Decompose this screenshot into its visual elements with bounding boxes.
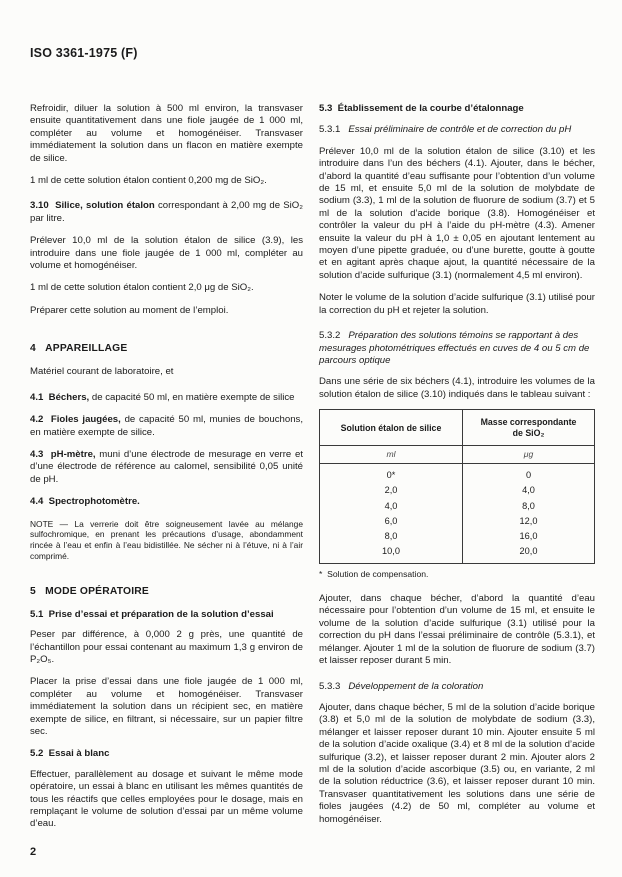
cell-mass: 0 (463, 464, 595, 483)
table-footnote: * Solution de compensation. (319, 569, 429, 580)
para-ph-control: Prélever 10,0 ml de la solution étalon de silice (3.10) et les introduire dans l’un des béchers (4.1). Ajouter, dans le bécher, d’abord la quantité d’eau suffisante pour l’obtention d’un volume de 15 ml, et ensuite 5,0 ml de la solution de molybdate de sodium (3.3), 1 ml de la solution de fluorure de sodium (3.7) et 5 ml de la solution d’acide borique (3.8). Homogénéiser et contrôler la valeur du pH à l’aide du pH-mètre (4.3). Amener ensuite la valeur du pH à 1,0 ± 0,05 en ajoutant lentement au moyen d’une pipette graduée, ou d’une burette, goutte à goutte et en agitant après chaque ajout, la quantité nécessaire de la solution d’acide sulfurique (3.1) (normalement 4,5 ml environ). (319, 145, 595, 281)
table-row (320, 464, 595, 483)
table-col2-header: Masse correspondante de SiO₂ (463, 410, 595, 446)
cell-volume: 0* (386, 470, 396, 481)
clause-4-3 (30, 449, 303, 486)
para-preparer: Préparer cette solution au moment de l’emploi. (30, 304, 229, 316)
cell-mass: 4,0 (463, 483, 595, 498)
clause-5-3 (319, 103, 595, 115)
heading-5-3-3 (319, 681, 595, 693)
cell-volume: 8,0 (384, 530, 398, 541)
cell-volume: 4,0 (384, 500, 398, 511)
left-column (30, 103, 303, 831)
heading-5-3-1 (319, 124, 595, 136)
clause-5-1 (30, 609, 303, 621)
table-col1-unit: ml (320, 446, 463, 464)
heading-5-3-2 (319, 330, 595, 367)
para-essai-blanc: Effectuer, parallèlement au dosage et suivant le même mode opératoire, un essai à blanc en utilisant les mêmes quantités de tous les réactifs que celles employées pour le dosage, mais en remplaçant le volume de solution d’essai par un même volume d’eau. (30, 768, 303, 830)
heading-mode-operatoire: 5 MODE OPÉRATOIRE (30, 585, 149, 597)
clause-4-2-text: de capacité 50 ml, munies de bouchons, en matière exempte de silice. (30, 414, 303, 438)
clause-5-1-title: 5.1 Prise d’essai et préparation de la solution d’essai (30, 608, 274, 620)
clause-4-2 (30, 414, 303, 439)
clause-4-2-term: 4.2 Fioles jaugées, (30, 414, 121, 426)
clause-5-3-title: 5.3 Établissement de la courbe d’étalonnage (319, 103, 524, 114)
table-col1-header: Solution étalon de silice (320, 410, 463, 446)
table-row (320, 483, 595, 498)
clause-3-10 (30, 200, 303, 225)
para-placer: Placer la prise d’essai dans une fiole jaugée de 1 000 ml, compléter au volume et homogénéiser. Transvaser immédiatement la solution dans un récipient sec, en matière exempte de silice, en filtrant, si nécessaire, sur un papier filtre sec. (30, 676, 303, 737)
calibration-table (319, 409, 595, 564)
heading-5-3-3-title: Développement de la coloration (348, 680, 484, 692)
heading-appareillage: 4 APPAREILLAGE (30, 343, 128, 355)
para-dilution: Refroidir, diluer la solution à 500 ml environ, la transvaser ensuite quantitativement dans une fiole jaugée de 1 000 ml, compléter au volume et homogénéiser. Transvaser immédiatement la solution dans un flacon en matière exempte de silice. (30, 103, 303, 164)
para-concentration-1: 1 ml de cette solution étalon contient 0,200 mg de SiO₂. (30, 175, 267, 187)
table-header-row (320, 410, 595, 446)
para-concentration-2: 1 ml de cette solution étalon contient 2,0 μg de SiO₂. (30, 282, 254, 294)
cell-mass: 16,0 (463, 528, 595, 543)
table-row (320, 498, 595, 513)
cell-volume: 2,0 (384, 485, 398, 496)
clause-4-3-term: 4.3 pH-mètre, (30, 448, 96, 460)
para-ajouter-eau: Ajouter, dans chaque bécher, d’abord la quantité d’eau nécessaire pour l’obtention d’un volume de 15 ml, et ensuite le volume de la solution d’acide sulfurique (3.1) utilisé pour la correction du pH dans l’essai préliminaire de contrôle (5.3.1), et mélanger. Ajouter 1 ml de la solution de fluorure de sodium (3.7) et laisser reposer durant 5 min. (319, 593, 595, 667)
clause-5-2 (30, 748, 303, 760)
heading-5-3-3-number: 5.3.3 (319, 680, 341, 692)
para-noter-volume: Noter le volume de la solution d’acide sulfurique (3.1) utilisé pour la correction du pH et rejeter la solution. (319, 292, 595, 316)
clause-4-1 (30, 392, 303, 404)
document-reference: ISO 3361-1975 (F) (30, 46, 138, 60)
heading-5-3-2-title: Préparation des solutions témoins se rapportant à des mesurages photométriques effectués en cuves de 4 ou 5 cm de parcours optique (319, 330, 590, 366)
clause-3-10-text: correspondant à 2,00 mg de SiO₂ par litre. (30, 200, 303, 224)
cell-mass: 8,0 (463, 498, 595, 513)
table-units-row (320, 446, 595, 464)
table-col2-unit: μg (463, 446, 595, 464)
table-row (320, 528, 595, 543)
heading-5-3-1-number: 5.3.1 (319, 124, 341, 136)
right-column (319, 103, 595, 826)
clause-3-10-term: 3.10 Silice, solution étalon (30, 200, 155, 212)
heading-5-3-1-title: Essai préliminaire de contrôle et de correction du pH (348, 124, 572, 136)
para-coloration: Ajouter, dans chaque bécher, 5 ml de la solution d’acide borique (3.8) et 5,0 ml de la solution de molybdate de sodium (3.3), mélanger et laisser reposer durant 10 min. Ajouter ensuite 5 ml de la solution d’acide oxalique (3.4) et 8 ml de la solution d’acide sulfurique (3.2), et laisser reposer durant 2 min. Ajouter alors 2 ml de la solution d’acide ascorbique (3.5) ou, en variante, 2 ml de la solution réductrice (3.6), et laisser reposer durant 10 min. Transvaser quantitativement les solutions dans une série de fioles jaugées (4.2) de 50 ml, compléter au volume et homogénéiser. (319, 701, 595, 825)
page-number: 2 (30, 846, 37, 858)
para-serie-bechers: Dans une série de six béchers (4.1), introduire les volumes de la solution étalon de silice (3.10) indiqués dans le tableau suivant : (319, 376, 595, 400)
para-prelever: Prélever 10,0 ml de la solution étalon de silice (3.9), les introduire dans une fiole jaugée de 1 000 ml, compléter au volume et homogénéiser. (30, 235, 303, 272)
cell-volume: 6,0 (384, 515, 398, 526)
para-materiel: Matériel courant de laboratoire, et (30, 366, 174, 378)
cell-volume: 10,0 (382, 546, 400, 557)
table-row (320, 543, 595, 563)
table-row (320, 513, 595, 528)
clause-4-4 (30, 496, 303, 508)
clause-4-1-text: de capacité 50 ml, en matière exempte de silice (89, 391, 295, 403)
heading-5-3-2-number: 5.3.2 (319, 330, 341, 342)
cell-mass: 20,0 (463, 543, 595, 563)
para-peser: Peser par différence, à 0,000 2 g près, une quantité de l’échantillon pour essai contenant au maximum 1,3 g environ de P₂O₅. (30, 629, 303, 665)
note-verrerie: NOTE — La verrerie doit être soigneusement lavée au mélange sulfochromique, en prenant les précautions d’usage, abondamment rincée à l’eau et enfin à l’eau bidistillée. Ne sécher ni à l’étuve, ni à l’air comprimé. (30, 518, 303, 561)
clause-4-3-text: muni d’une électrode de mesurage en verre et d’une électrode de référence au calomel, sensibilité 0,05 unité de pH. (30, 448, 303, 485)
clause-4-1-term: 4.1 Béchers, (30, 391, 90, 403)
clause-5-2-title: 5.2 Essai à blanc (30, 748, 110, 760)
clause-4-4-term: 4.4 Spectrophotomètre. (30, 496, 140, 508)
cell-mass: 12,0 (463, 513, 595, 528)
